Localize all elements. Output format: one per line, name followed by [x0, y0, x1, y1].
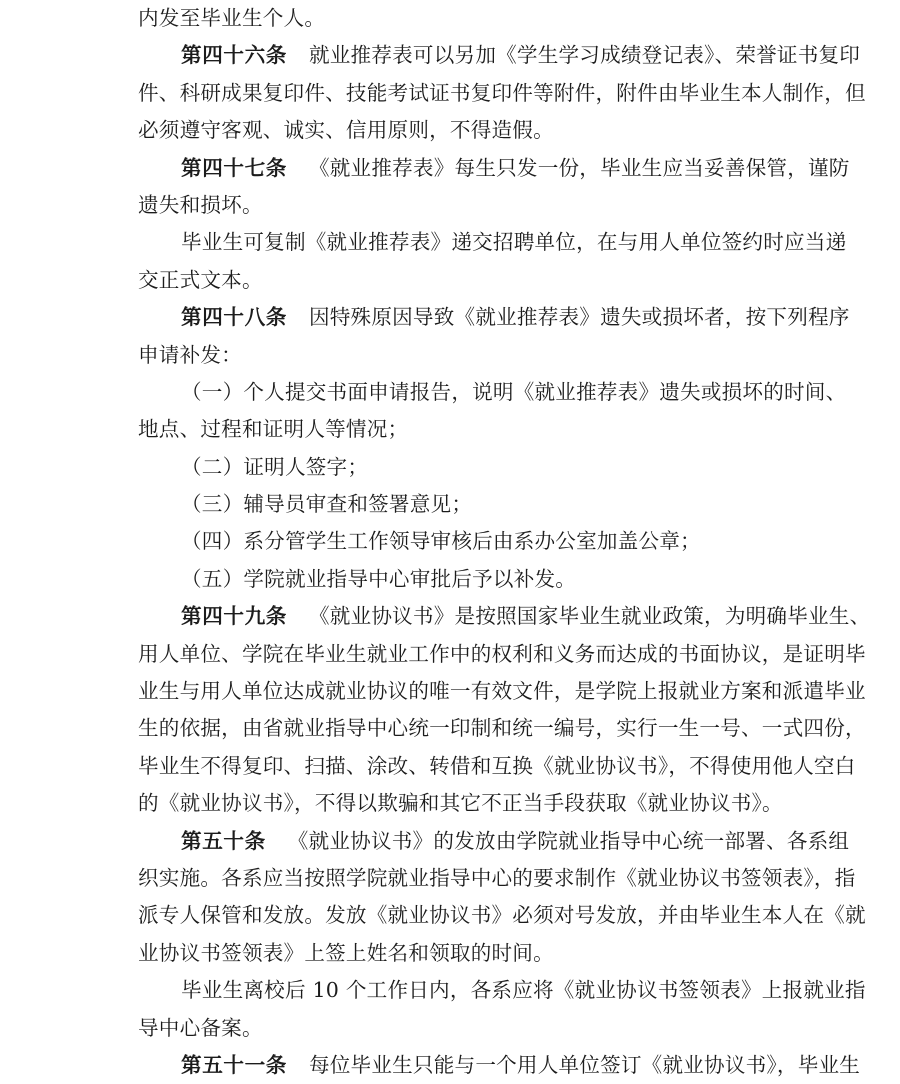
article-number: 第五十一条: [181, 1052, 287, 1077]
line-text: 每位毕业生只能与一个用人单位签订《就业协议书》，毕业生: [308, 1052, 861, 1077]
line-text: 用人单位、学院在毕业生就业工作中的权利和义务而达成的书面协议，是证明毕: [138, 641, 866, 666]
line-text: 申请补发：: [138, 342, 242, 367]
article-heading-line: [138, 823, 850, 860]
article-heading-line: [138, 150, 850, 187]
line-text: （三）辅导员审查和签署意见；: [181, 492, 473, 517]
line-text: 织实施。各系应当按照学院就业指导中心的要求制作《就业协议书签领表》，指: [138, 865, 856, 890]
line-text: 《就业协议书》的发放由学院就业指导中心统一部署、各系组: [287, 828, 850, 853]
line-text: 地点、过程和证明人等情况；: [138, 417, 409, 442]
article-number: 第五十条: [181, 828, 266, 853]
text-line: [138, 0, 786, 37]
line-text: 导中心备案。: [138, 1015, 263, 1040]
text-line: [138, 112, 786, 149]
line-text: 派专人保管和发放。发放《就业协议书》必须对号发放，并由毕业生本人在《就: [138, 903, 866, 928]
document-text-body: [138, 0, 871, 1084]
text-line: [138, 187, 786, 224]
text-line: [138, 972, 866, 1009]
line-text: （一）个人提交书面申请报告，说明《就业推荐表》遗失或损坏的时间、: [181, 379, 847, 404]
article-heading-line: [138, 37, 861, 74]
line-text: 生的依据，由省就业指导中心统一印制和统一编号，实行一生一号、一式四份，: [138, 716, 866, 741]
text-line: [138, 636, 866, 673]
line-text: 件、科研成果复印件、技能考试证书复印件等附件，附件由毕业生本人制作，但: [138, 80, 866, 105]
text-line: [138, 710, 866, 747]
line-text: 交正式文本。: [138, 267, 263, 292]
text-line: [138, 224, 847, 261]
text-line: [138, 523, 786, 560]
text-line: [138, 337, 786, 374]
text-line: [138, 411, 786, 448]
article-heading-line: [138, 299, 850, 336]
text-line: [138, 561, 786, 598]
text-line: [138, 935, 786, 972]
line-text: 必须遵守客观、诚实、信用原则，不得造假。: [138, 118, 554, 143]
line-text: 毕业生离校后 10 个工作日内，各系应将《就业协议书签领表》上报就业指: [181, 978, 866, 1003]
text-line: [138, 449, 786, 486]
text-line: [138, 673, 866, 710]
text-line: [138, 262, 786, 299]
line-text: （二）证明人签字；: [181, 454, 369, 479]
article-number: 第四十九条: [181, 604, 287, 629]
text-line: [138, 860, 856, 897]
text-line: [138, 1010, 786, 1047]
line-text: 的《就业协议书》，不得以欺骗和其它不正当手段获取《就业协议书》。: [138, 791, 783, 816]
article-number: 第四十七条: [181, 155, 287, 180]
line-text: 内发至毕业生个人。: [138, 6, 326, 30]
line-text: （四）系分管学生工作领导审核后由系办公室加盖公章；: [181, 529, 701, 554]
text-line: [138, 486, 786, 523]
line-text: 遗失和损坏。: [138, 192, 263, 217]
text-line: [138, 897, 866, 934]
line-text: 业生与用人单位达成就业协议的唯一有效文件，是学院上报就业方案和派遣毕业: [138, 679, 866, 704]
article-number: 第四十八条: [181, 305, 287, 330]
line-text: 毕业生可复制《就业推荐表》递交招聘单位，在与用人单位签约时应当递: [181, 230, 847, 255]
line-text: 就业推荐表可以另加《学生学习成绩登记表》、荣誉证书复印: [308, 43, 861, 68]
line-text: 业协议书签领表》上签上姓名和领取的时间。: [138, 940, 554, 965]
text-line: [138, 785, 786, 822]
line-text: 《就业推荐表》每生只发一份，毕业生应当妥善保管，谨防: [308, 155, 850, 180]
text-line: [138, 374, 847, 411]
article-number: 第四十六条: [181, 43, 287, 68]
text-line: [138, 748, 856, 785]
article-heading-line: [138, 1047, 861, 1084]
line-text: 毕业生不得复印、扫描、涂改、转借和互换《就业协议书》，不得使用他人空白: [138, 753, 856, 778]
line-text: 《就业协议书》是按照国家毕业生就业政策，为明确毕业生、: [308, 604, 871, 629]
line-text: （五）学院就业指导中心审批后予以补发。: [181, 566, 577, 591]
article-heading-line: [138, 598, 871, 635]
text-line: [138, 75, 866, 112]
line-text: 因特殊原因导致《就业推荐表》遗失或损坏者，按下列程序: [308, 305, 850, 330]
